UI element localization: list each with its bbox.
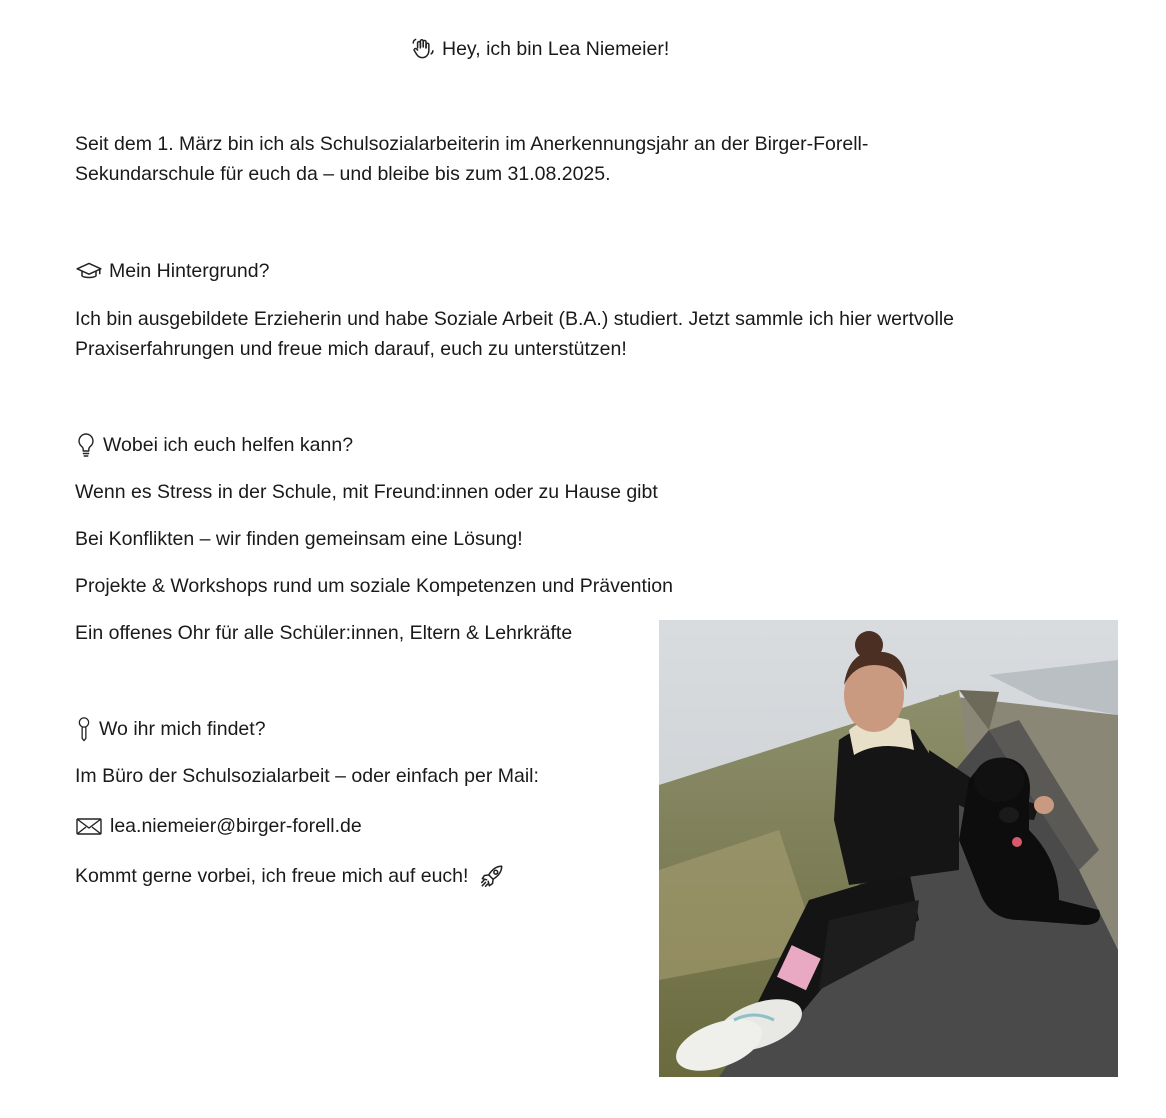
location-heading-line — [75, 714, 266, 744]
background-heading-line — [75, 256, 269, 286]
title-line — [410, 34, 669, 64]
email-link[interactable]: lea.niemeier@birger-forell.de — [110, 815, 362, 837]
closing-line — [75, 861, 512, 891]
portrait-photo — [659, 620, 1118, 1077]
location-text: Im Büro der Schulsozialarbeit – oder einfach per Mail: — [75, 765, 539, 787]
background-line-2: Praxiserfahrungen und freue mich darauf, euch zu unterstützen! — [75, 338, 627, 360]
intro-line-1: Seit dem 1. März bin ich als Schulsozialarbeiterin im Anerkennungsjahr an der Birger-Forell- — [75, 133, 869, 155]
background-line-1: Ich bin ausgebildete Erzieherin und habe Soziale Arbeit (B.A.) studiert. Jetzt sammle ich hier wertvolle — [75, 308, 955, 330]
help-item-2: Bei Konflikten – wir finden gemeinsam eine Lösung! — [75, 528, 523, 550]
page-title: Hey, ich bin Lea Niemeier! — [442, 38, 670, 60]
email-line — [75, 811, 362, 841]
location-heading: Wo ihr mich findet? — [99, 718, 266, 740]
envelope-icon — [75, 813, 103, 839]
graduation-cap-icon — [75, 258, 103, 284]
help-item-3: Projekte & Workshops rund um soziale Kompetenzen und Prävention — [75, 575, 673, 597]
pin-icon — [75, 716, 93, 742]
lightbulb-icon — [75, 432, 97, 458]
waving-hand-icon — [410, 36, 436, 62]
help-item-4: Ein offenes Ohr für alle Schüler:innen, Eltern & Lehrkräfte — [75, 622, 573, 644]
closing-text: Kommt gerne vorbei, ich freue mich auf euch! — [75, 865, 469, 887]
rocket-icon — [478, 862, 506, 890]
intro-line-2: Sekundarschule für euch da – und bleibe bis zum 31.08.2025. — [75, 163, 611, 185]
help-item-1: Wenn es Stress in der Schule, mit Freund:innen oder zu Hause gibt — [75, 481, 658, 503]
background-heading: Mein Hintergrund? — [109, 260, 270, 282]
help-heading: Wobei ich euch helfen kann? — [103, 434, 354, 456]
help-heading-line — [75, 430, 353, 460]
